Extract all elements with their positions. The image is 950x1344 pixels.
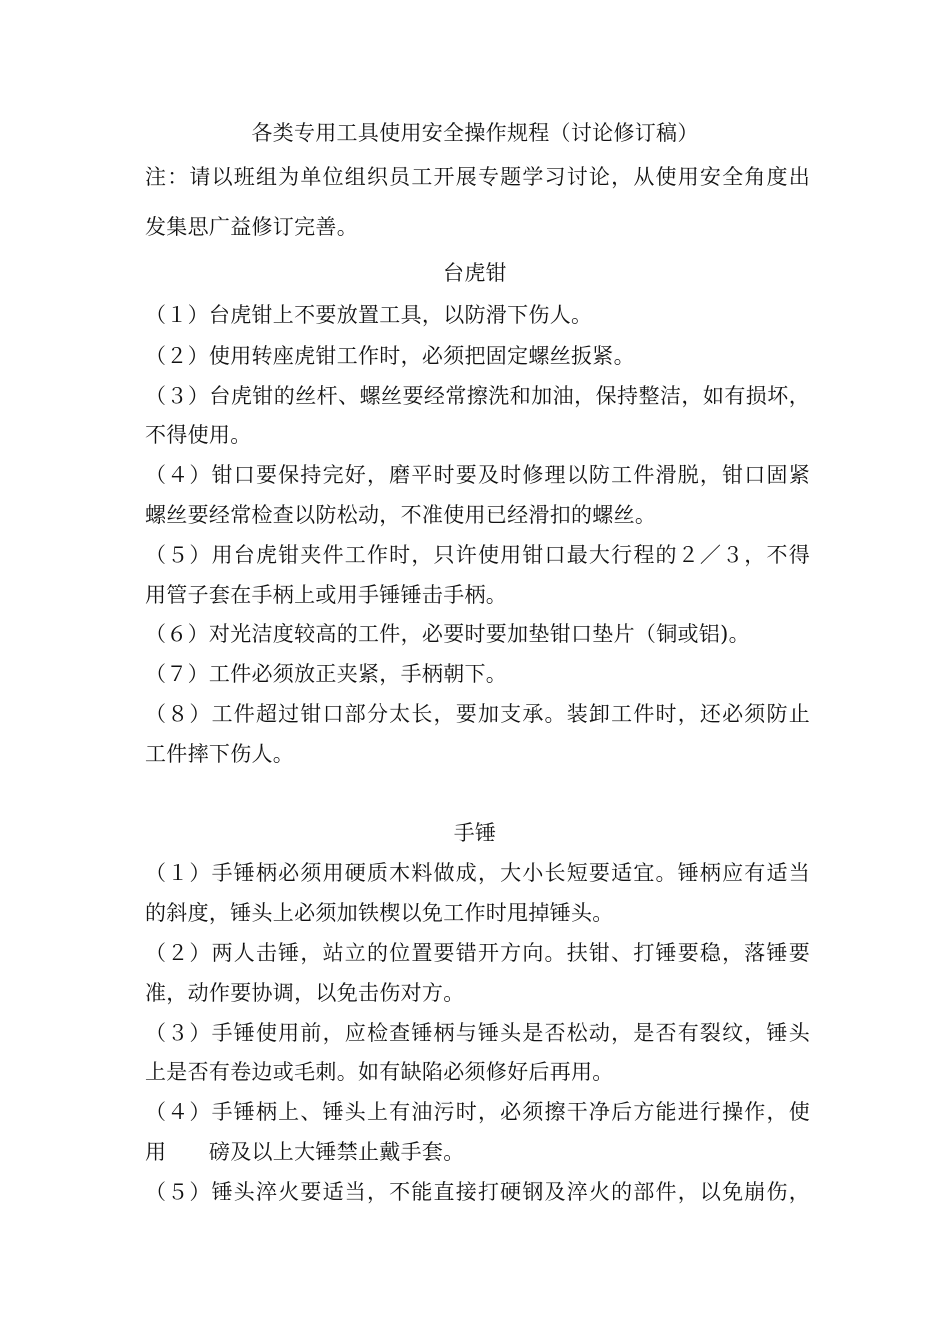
list-item: （１）台虎钳上不要放置工具，以防滑下伤人。	[145, 303, 593, 327]
list-item: 用管子套在手柄上或用手锤锤击手柄。	[145, 583, 508, 607]
list-item: 螺丝要经常检查以防松动，不准使用已经滑扣的螺丝。	[145, 503, 657, 527]
note-line: 发集思广益修订完善。	[145, 215, 358, 239]
list-item: （４）手锤柄上、锤头上有油污时，必须擦干净后方能进行操作，使	[145, 1100, 810, 1124]
list-item: 用 磅及以上大锤禁止戴手套。	[145, 1140, 465, 1164]
list-item: （５）用台虎钳夹件工作时，只许使用钳口最大行程的２／３，不得	[145, 543, 810, 567]
section-heading-hammer: 手锤	[453, 821, 497, 845]
note-line: 注：请以班组为单位组织员工开展专题学习讨论，从使用安全角度出	[145, 165, 810, 189]
section-heading-vise: 台虎钳	[443, 261, 507, 285]
document-title: 各类专用工具使用安全操作规程（讨论修订稿）	[251, 121, 699, 145]
list-item: 准，动作要协调，以免击伤对方。	[145, 981, 465, 1005]
list-item: 上是否有卷边或毛刺。如有缺陷必须修好后再用。	[145, 1060, 614, 1084]
list-item: 工件摔下伤人。	[145, 742, 295, 766]
list-item: （４）钳口要保持完好，磨平时要及时修理以防工件滑脱，钳口固紧	[145, 463, 810, 487]
list-item: （７）工件必须放正夹紧，手柄朝下。	[145, 662, 508, 686]
list-item: （２）使用转座虎钳工作时，必须把固定螺丝扳紧。	[145, 344, 635, 368]
list-item: 不得使用。	[145, 423, 252, 447]
list-item: （２）两人击锤，站立的位置要错开方向。扶钳、打锤要稳，落锤要	[145, 941, 810, 965]
list-item: （６）对光洁度较高的工件，必要时要加垫钳口垫片（铜或铝)。	[145, 622, 750, 646]
list-item: （３）台虎钳的丝杆、螺丝要经常擦洗和加油，保持整洁，如有损坏，	[145, 384, 810, 408]
list-item: （３）手锤使用前，应检查锤柄与锤头是否松动，是否有裂纹，锤头	[145, 1021, 810, 1045]
list-item: 的斜度，锤头上必须加铁楔以免工作时甩掉锤头。	[145, 901, 614, 925]
list-item: （８）工件超过钳口部分太长，要加支承。装卸工件时，还必须防止	[145, 702, 810, 726]
list-item: （５）锤头淬火要适当，不能直接打硬钢及淬火的部件，以免崩伤，	[145, 1180, 810, 1204]
list-item: （１）手锤柄必须用硬质木料做成，大小长短要适宜。锤柄应有适当	[145, 861, 810, 885]
